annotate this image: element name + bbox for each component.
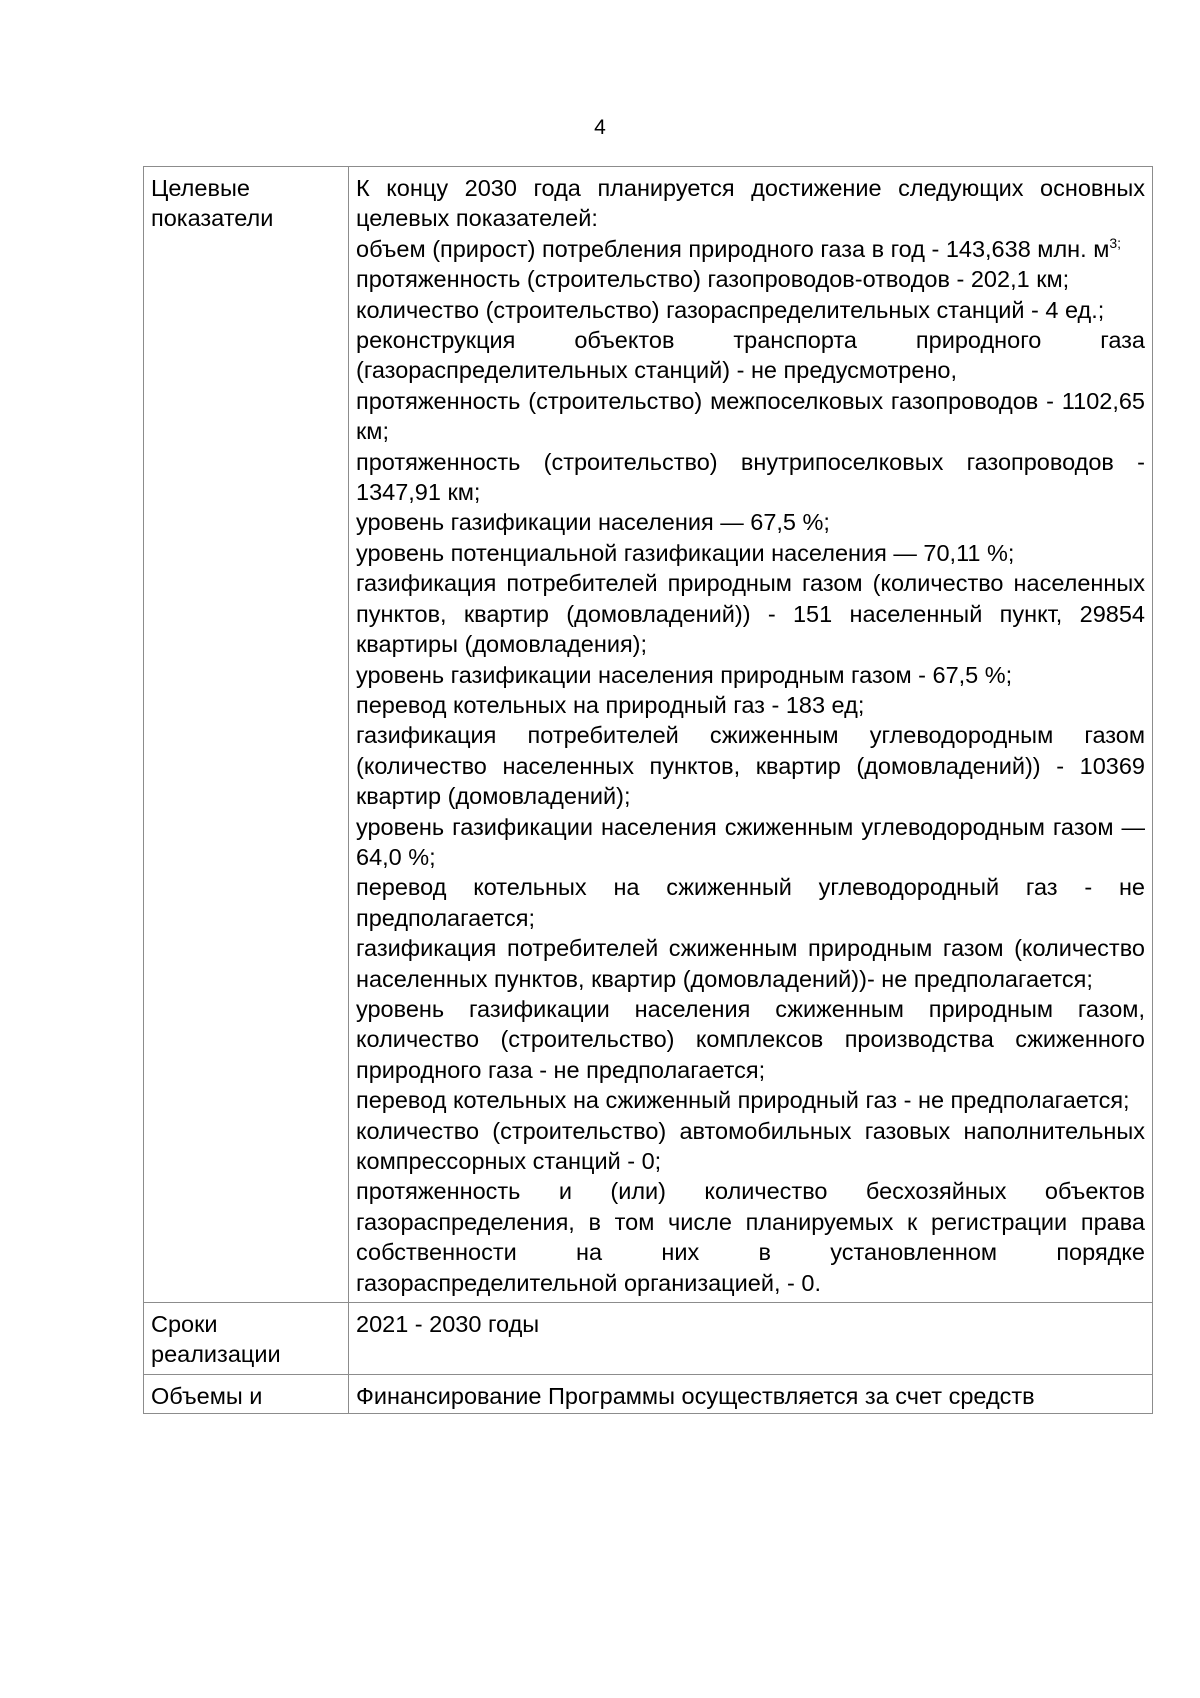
target-indicator (356, 234, 1145, 264)
label-cell-funding (144, 1374, 349, 1413)
target-indicator: газификация потребителей природным газом (количество населенных пунктов, квартир (домовладений)) - 151 населенный пункт, 29854 квартиры (домовладения); (356, 570, 1145, 658)
table-row-period (144, 1303, 1153, 1375)
target-indicator: количество (строительство) газораспределительных станций - 4 ед.; (356, 296, 1105, 323)
target-indicator: перевод котельных на сжиженный природный газ - не предполагается; (356, 1087, 1130, 1114)
target-indicator: уровень газификации населения сжиженным природным газом, количество (строительство) комплексов производства сжиженного природного газа - не предполагается; (356, 995, 1145, 1083)
target-indicator: газификация потребителей сжиженным углеводородным газом (количество населенных пунктов, квартир (домовладений)) - 10369 квартир (домовладений); (356, 722, 1145, 810)
target-indicator: уровень газификации населения — 67,5 %; (356, 509, 830, 536)
table-row-funding (144, 1374, 1153, 1413)
target-indicator: реконструкция объектов транспорта природного газа (газораспределительных станций) - не предусмотрено, (356, 327, 1145, 384)
target-indicator: уровень потенциальной газификации населения — 70,11 %; (356, 539, 1015, 566)
gas-consumption-text: объем (прирост) потребления природного газа в год - 143,638 млн. м (356, 235, 1110, 262)
target-indicator: протяженность и (или) количество бесхозяйных объектов газораспределения, в том числе планируемых к регистрации права собственности на них в установленном порядке газораспределительной организацией, - 0. (356, 1178, 1145, 1296)
label-line: показатели (151, 205, 274, 232)
table-row-targets (144, 167, 1153, 1303)
period-text: 2021 - 2030 годы (356, 1311, 540, 1338)
target-indicator: уровень газификации населения природным газом - 67,5 %; (356, 661, 1013, 688)
label-cell-period (144, 1303, 349, 1375)
label-line: реализации (151, 1341, 281, 1368)
label-cell-targets (144, 167, 349, 1303)
page-number: 4 (594, 116, 606, 139)
superscript-unit: 3; (1109, 234, 1122, 251)
program-passport-table (143, 166, 1153, 1414)
target-indicator: количество (строительство) автомобильных газовых наполнительных компрессорных станций - 0; (356, 1117, 1145, 1174)
target-indicator: газификация потребителей сжиженным природным газом (количество населенных пунктов, квартир (домовладений))- не предполагается; (356, 935, 1145, 992)
label-line: Целевые (151, 175, 250, 201)
value-cell-period (349, 1303, 1153, 1375)
target-indicator: перевод котельных на природный газ - 183 ед; (356, 691, 865, 718)
target-indicator: протяженность (строительство) газопроводов-отводов - 202,1 км; (356, 266, 1070, 293)
target-indicator: протяженность (строительство) межпоселковых газопроводов - 1102,65 км; (356, 387, 1145, 445)
target-indicator: перевод котельных на сжиженный углеводородный газ - не предполагается; (356, 874, 1145, 931)
target-indicator: К концу 2030 года планируется достижение следующих основных целевых показателей: (356, 175, 1145, 232)
funding-text: Финансирование Программы осуществляется за счет средств (356, 1382, 1035, 1409)
value-cell-targets (349, 167, 1153, 1303)
label-line: Объемы и (151, 1382, 263, 1409)
label-line: Сроки (151, 1311, 218, 1338)
target-indicator: протяженность (строительство) внутрипоселковых газопроводов - 1347,91 км; (356, 448, 1145, 506)
target-indicator: уровень газификации населения сжиженным углеводородным газом — 64,0 %; (356, 813, 1145, 870)
value-cell-funding (349, 1374, 1153, 1413)
